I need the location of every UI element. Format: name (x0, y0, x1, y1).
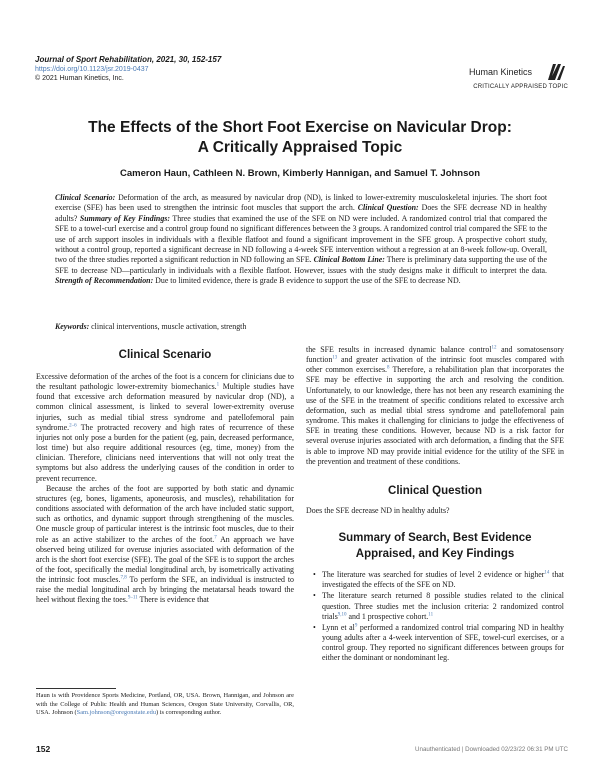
journal-citation: Journal of Sport Rehabilitation, 2021, 30, 152-157 (35, 55, 222, 64)
text-run: Excessive deformation of the arches of the foot is a concern for clinicians due to the resultant pathologic lower-extremity biomechanics. (36, 372, 294, 392)
findings-list (306, 570, 564, 663)
abstract-recommendation-label: Strength of Recommendation: (55, 276, 154, 286)
publisher-logo-icon (544, 60, 568, 84)
keywords-text: clinical interventions, muscle activation, strength (89, 322, 247, 331)
paragraph (306, 345, 564, 467)
text-run: Therefore, a rehabilitation plan that incorporates the SFE may be effective in supporting the arch and resolving the condition. Unfortunately, to our knowledge, there has not been any research examining the use of the SFE in the treatment of specific conditions related to excessive arch deformation, such as medial tibial stress syndrome and patellofemoral pain syndrome. This makes it challenging for clinicians to judge the effectiveness of SFE in treating these conditions. However, because ND is a risk factor for several overuse injuries associated with arch deformation, a finding that the SFE is able to improve ND may provide initial evidence for the utility of the SFE in the prevention and treatment of these conditions. (306, 365, 564, 466)
citation-link[interactable]: 9 (354, 623, 358, 629)
right-column (306, 345, 564, 664)
bullet-icon: • (313, 622, 316, 632)
abstract (55, 193, 547, 287)
text-run: Haun is with Providence Sports Medicine, Portland, OR, USA. Brown, Hannigan, and Johnson are with the College of Public Health and Human Sciences, Oregon State University, Corvallis, OR, USA. Johnson ( (36, 692, 294, 717)
clinical-question-text: Does the SFE decrease ND in healthy adults? (306, 505, 450, 515)
publisher-name: Human Kinetics (468, 67, 532, 77)
footnote-divider (36, 688, 116, 689)
text-run: The literature was searched for studies of level 2 evidence or higher (322, 570, 545, 580)
article-type: CRITICALLY APPRAISED TOPIC (473, 84, 568, 90)
citation-link[interactable]: 8 (386, 365, 390, 371)
text-run: ) is corresponding author. (156, 709, 222, 717)
text-run: Multiple studies have found that excessive arch deformation measured by navicular drop (ND), a common clinical assessment, is linked to several lower-extremity overuse injuries, such as medial tibial stress syndrome and patellofemoral pain syndrome. (36, 382, 294, 432)
citation-link[interactable]: 9,10 (337, 612, 347, 618)
text-run: An approach we have observed being utilized for overuse injuries associated with deformation of the arch is the short foot exercise (SFE). The goal of the SFE is to support the arches of the foot, specifically the medial longitudinal arch, by isometrically activating the intrinsic foot muscles. (36, 534, 294, 585)
list-item (313, 622, 564, 664)
text-run: performed a randomized control trial comparing ND in healthy young adults after a 4-week intervention of SFE, towel-curl exercises, or a control group. They reported no significant differences between groups for either the dominant or nondominant leg. (322, 622, 564, 663)
text-run: To perform the SFE, an individual is instructed to raise the medial longitudinal arch by bringing the metatarsal heads toward the heel without flexing the toes. (36, 575, 294, 605)
abstract-question-label: Clinical Question: (357, 203, 419, 213)
bullet-icon: • (313, 591, 316, 601)
list-item (313, 570, 564, 590)
paragraph (36, 372, 294, 484)
abstract-findings-label: Summary of Key Findings: (79, 213, 170, 223)
keywords-label: Keywords: (55, 322, 90, 331)
text-run: The protracted recovery and high rates of recurrence of these injuries not only pose a burden for the patient (eg, pain, decreased performance, lost time) but also require additional resources (eg, time, money) from the clinician. Therefore, clinicians need interventions that will not only treat the symptoms but also address the underlying causes of the condition in order to prevent recurrence. (36, 422, 294, 483)
text-run: The literature search returned 8 possible studies related to the clinical question. Three studies met the inclusion criteria: 2 randomized control trials (322, 591, 564, 621)
citation-link[interactable]: 14 (544, 570, 550, 576)
publisher-block (428, 60, 568, 92)
section-heading-clinical-question: Clinical Question (388, 484, 482, 497)
text-run: the SFE results in increased dynamic balance control (306, 345, 492, 354)
section-heading-clinical-scenario: Clinical Scenario (118, 349, 212, 361)
text-run: and somatosensory function (306, 345, 564, 365)
citation-link[interactable]: 11 (428, 612, 434, 618)
citation-link[interactable]: 13 (332, 355, 338, 361)
abstract-recommendation-text: Due to limited evidence, there is grade B evidence to support the use of the SFE to decrease ND. (153, 276, 461, 286)
abstract-bottomline-text: There is preliminary data supporting the use of the SFE to decrease ND—particularly in individuals with a flexible flatfoot. However, issues with the study designs make it difficult to interpret the data. (55, 255, 547, 275)
abstract-scenario-label: Clinical Scenario: (55, 193, 116, 202)
keywords (55, 322, 547, 332)
copyright: © 2021 Human Kinetics, Inc. (35, 75, 124, 82)
author-list: Cameron Haun, Cathleen N. Brown, Kimberly Hannigan, and Samuel T. Johnson (120, 168, 480, 179)
text-run: that investigated the effects of the SFE on ND. (322, 570, 564, 590)
text-run: Because the arches of the foot are supported by both static and dynamic structures (eg, bones, ligaments, aponeurosis, and muscles), rehabilitation for conditions associated with deformation of the arch have included static support, such as orthotics, and dynamic support through strengthening of the muscles. One muscle group of particular interest is the intrinsic foot muscles, due to their role as an active stabilizer to the arches of the foot. (36, 483, 294, 544)
article-title (40, 118, 560, 158)
abstract-scenario-text: Deformation of the arch, as measured by navicular drop (ND), is linked to lower-extremity musculoskeletal injuries. The short foot exercise (SFE) has been used to strengthen the intrinsic foot muscles that support the arch. (55, 193, 548, 213)
list-item (313, 591, 564, 621)
paragraph (36, 484, 294, 606)
download-notice: Unauthenticated | Downloaded 02/23/22 06:31 PM UTC (415, 746, 568, 753)
abstract-bottomline-label: Clinical Bottom Line: (313, 255, 385, 265)
citation-link[interactable]: 12 (491, 345, 497, 351)
doi-link[interactable]: https://doi.org/10.1123/jsr.2019-0437 (35, 66, 149, 73)
email-link[interactable]: Sam.johnson@oregonstate.edu (76, 709, 157, 717)
text-run: and greater activation of the intrinsic foot muscles compared with other common exercises. (306, 355, 564, 375)
journal-header (35, 55, 355, 83)
title-line-1: The Effects of the Short Foot Exercise on Navicular Drop: (88, 119, 512, 136)
left-column (36, 345, 294, 606)
bullet-icon: • (313, 570, 316, 580)
section-heading-summary (306, 530, 564, 562)
citation-link[interactable]: 9–11 (127, 595, 138, 601)
title-line-2: A Critically Appraised Topic (197, 139, 403, 156)
text-run: There is evidence that (137, 595, 209, 605)
heading-line: Summary of Search, Best Evidence (338, 532, 532, 545)
abstract-question-text: Does the SFE decrease ND in healthy adults? (55, 203, 547, 223)
heading-line: Appraised, and Key Findings (355, 548, 515, 561)
text-run: and 1 prospective cohort. (346, 611, 429, 621)
citation-link[interactable]: 2–6 (69, 423, 77, 429)
abstract-findings-text: Three studies that examined the use of the SFE on ND were included. A randomized control trial that compared the SFE to a towel-curl exercise and a control group found no significant differences between the 3 groups. A randomized control trial compared the SFE to the use of arch support insoles in individuals with a flexible flatfoot and found a significant improvement in the SFE group. A prospective cohort study, without a control group, reported a significant decrease in ND following a 4-week SFE intervention without a regression at an 8-week follow-up. Overall, two of the three studies reported a significant reduction in ND following an SFE. (55, 213, 547, 265)
text-run: Lynn et al (322, 622, 355, 632)
page-number: 152 (36, 744, 51, 754)
citation-link[interactable]: 1 (216, 382, 220, 388)
author-affiliations (36, 692, 294, 718)
citation-link[interactable]: 7,8 (120, 575, 127, 581)
citation-link[interactable]: 7 (214, 534, 217, 540)
